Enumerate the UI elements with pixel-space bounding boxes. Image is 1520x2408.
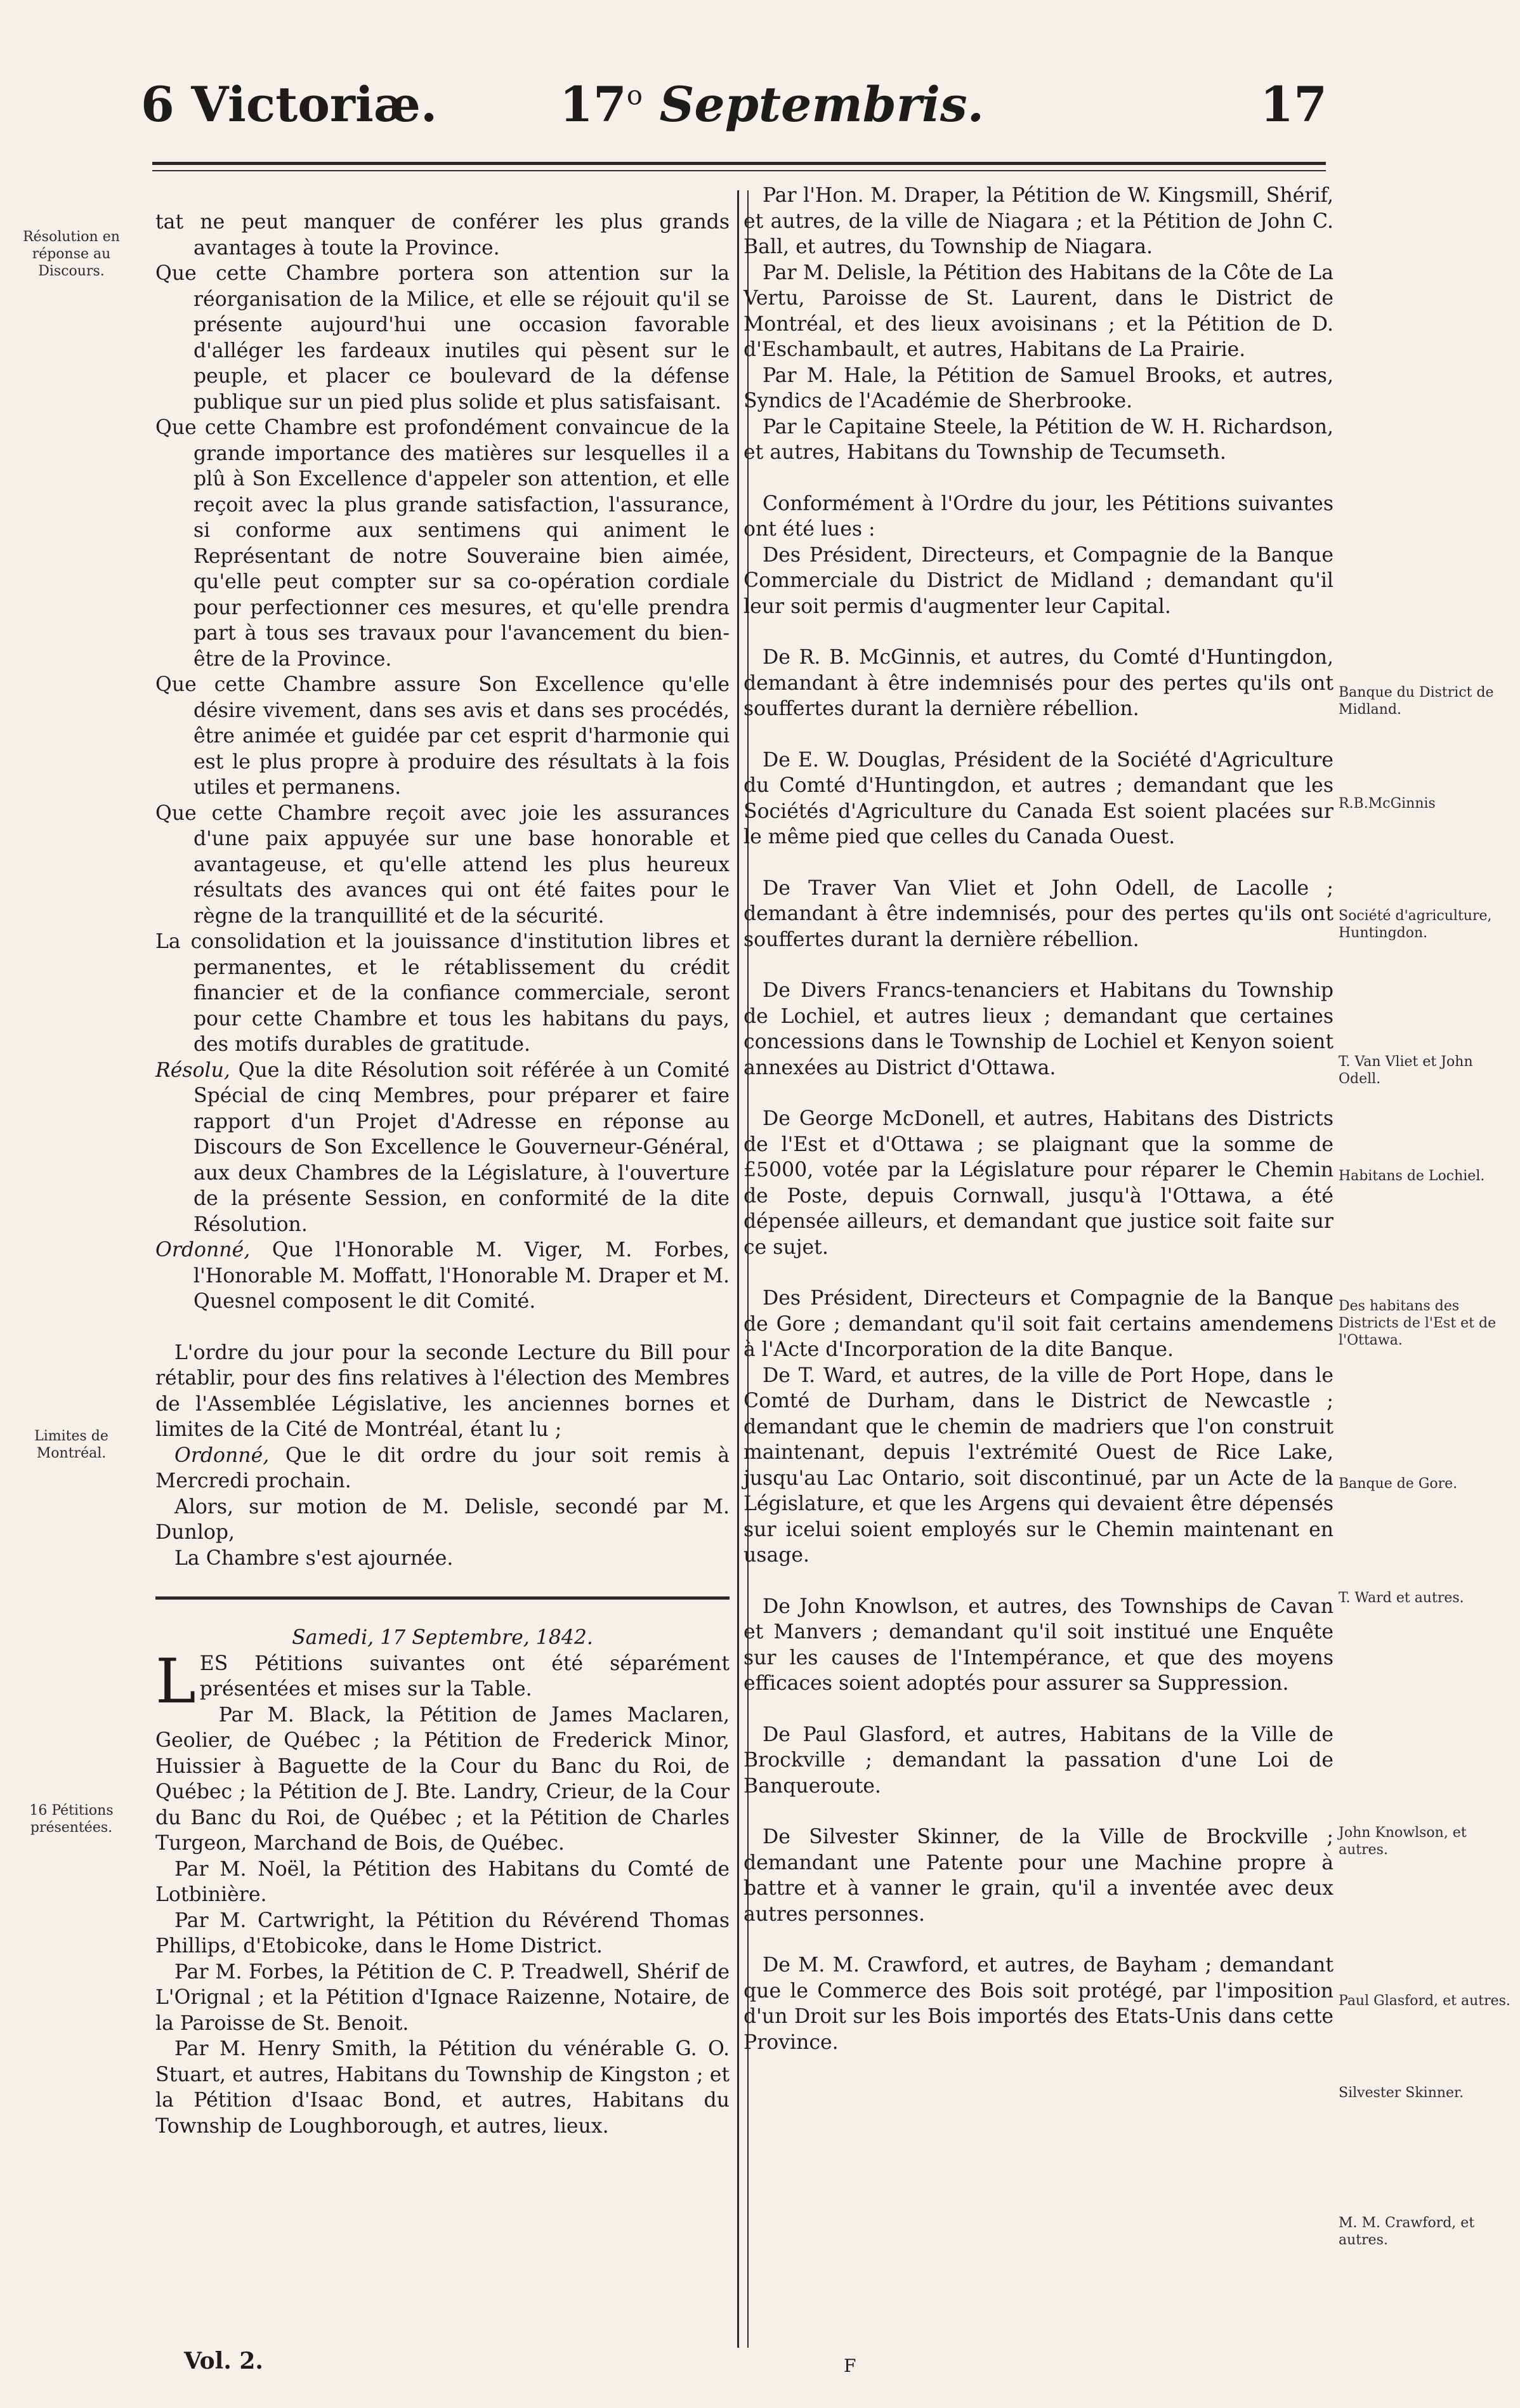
paragraph: L'ordre du jour pour la seconde Lecture du Bill pour rétablir, pour des fins relatives à l'élection des Membres de l'Assemblée Législative, les anciennes bornes et limites de la Cité de Montréal, étant lu ; (155, 1341, 730, 1441)
paragraph: Par M. Black, la Pétition de James Maclaren, Geolier, de Québec ; la Pétition de Frederick Minor, Huissier à Baguette de la Cour du Banc du Roi, de Québec ; la Pétition de J. Bte. Landry, Crieur, de la Cour du Banc du Roi, de Québec ; et la Pétition de Charles Turgeon, Marchand de Bois, de Québec. (155, 1703, 730, 1855)
margin-note-knowlson: John Knowlson, et autres. (1339, 1825, 1467, 1858)
paragraph: De M. M. Crawford, et autres, de Bayham ; demandant que le Commerce des Bois soit protégé, par l'imposition d'un Droit sur les Bois importés des Etats-Unis dans cette Province. (744, 1954, 1333, 2054)
date-number: 17 (560, 76, 627, 133)
paragraph-text: Que la dite Résolution soit référée à un Comité Spécial de cinq Membres, pour préparer et faire rapport d'un Projet d'Adresse en réponse au Discours de Son Excellence le Gouverneur-Général, aux deux Chambres de la Législature, à l'ouverture de la présente Session, en conformité de la dite Résolution. (193, 1058, 730, 1236)
paragraph: De Paul Glasford, et autres, Habitans de la Ville de Brockville ; demandant la passation d'une Loi de Banqueroute. (744, 1723, 1333, 1798)
paragraph: La Chambre s'est ajournée. (174, 1546, 454, 1570)
margin-note-petitions: 16 Pétitions présentées. (29, 1803, 114, 1836)
date-month: Septembris. (659, 76, 985, 133)
paragraph (155, 1645, 730, 1717)
margin-note-lochiel: Habitans de Lochiel. (1339, 1168, 1485, 1184)
paragraph: Que cette Chambre reçoit avec joie les assurances d'une paix appuyée sur une base honorable et avantageuse, et qu'elle attend les plus heureux résultats des avances qui ont été faites pour le règne de la tranquillité et de la sécurité. (155, 801, 730, 928)
paragraph (155, 1443, 730, 1494)
paragraph: De T. Ward, et autres, de la ville de Port Hope, dans le Comté de Durham, dans le District de Newcastle ; demandant que le chemin de madriers que l'on construit maintenant, depuis l'extrémité Ouest de Rice Lake, jusqu'au Lac Ontario, soit discontinué, par un Acte de la Législature, et que les Argens qui devaient être dépensés sur icelui soient employés sur le Chemin maintenant en usage. (744, 1364, 1333, 1567)
paragraph: Par l'Hon. M. Draper, la Pétition de W. Kingsmill, Shérif, et autres, de la ville de Niagara ; et la Pétition de John C. Ball, et autres, du Township de Niagara. (744, 184, 1333, 258)
margin-note-skinner: Silvester Skinner. (1339, 2085, 1464, 2101)
margin-note-limites: Limites de Montréal. (34, 1428, 108, 1461)
paragraph (155, 1058, 730, 1238)
paragraph: De Traver Van Vliet et John Odell, de Lacolle ; demandant à être indemnisés, pour des pertes qu'ils ont souffertes durant la dernière rébellion. (744, 876, 1333, 951)
paragraph-text: Que le dit ordre du jour soit remis à Mercredi prochain. (155, 1444, 730, 1492)
paragraph: La consolidation et la jouissance d'institution libres et permanentes, et le rétablissement du crédit financier et de la confiance commerciale, seront pour cette Chambre et tous les habitans du pays, des motifs durables de gratitude. (155, 930, 730, 1056)
margin-note-resolution: Résolution en réponse au Discours. (23, 229, 120, 279)
column-divider (737, 190, 739, 2348)
margin-note-gore: Banque de Gore. (1339, 1476, 1458, 1492)
dateline: Samedi, 17 Septembre, 1842. (292, 1626, 593, 1649)
margin-note-midland: Banque du District de Midland. (1339, 685, 1494, 718)
paragraph: De R. B. McGinnis, et autres, du Comté d'Huntingdon, demandant à être indemnisés pour des pertes qu'ils ont souffertes durant la dernière rébellion. (744, 646, 1333, 720)
paragraph: De John Knowlson, et autres, des Townships de Cavan et Manvers ; demandant qu'il soit institué une Enquête sur les causes de l'Intempérance, et que des moyens efficaces soient adoptés pour assurer sa Suppression. (744, 1595, 1333, 1695)
paragraph: Que cette Chambre assure Son Excellence qu'elle désire vivement, dans ses avis et dans ses procédés, être animée et guidée par cet esprit d'harmonie qui est le plus propre à produire des résultats à la fois utiles et permanens. (155, 673, 730, 799)
page-header (141, 76, 1327, 152)
margin-note-glasford: Paul Glasford, et autres. (1339, 1993, 1510, 2009)
header-rule (152, 162, 1326, 165)
paragraph: Des Président, Directeurs, et Compagnie de la Banque Commerciale du District de Midland ; demandant qu'il leur soit permis d'augmenter leur Capital. (744, 543, 1333, 618)
ordonne-label: Ordonné, (155, 1239, 251, 1261)
paragraph: Par M. Henry Smith, la Pétition du vénérable G. O. Stuart, et autres, Habitans du Township de Kingston ; et la Pétition d'Isaac Bond, et autres, Habitans du Township de Loughborough, et autres, lieux. (155, 2037, 730, 2138)
margin-note-ward: T. Ward et autres. (1339, 1590, 1464, 1606)
header-rule-thin (152, 170, 1326, 171)
left-column (155, 209, 730, 2139)
drop-cap: L (155, 1645, 196, 1717)
paragraph: Des Président, Directeurs et Compagnie de la Banque de Gore ; demandant qu'il soit fait certains amendemens à l'Acte d'Incorporation de la dite Banque. (744, 1287, 1333, 1361)
paragraph: Par M. Cartwright, la Pétition du Révérend Thomas Phillips, d'Etobicoke, dans le Home District. (155, 1909, 730, 1957)
paragraph: Par M. Hale, la Pétition de Samuel Brooks, et autres, Syndics de l'Académie de Sherbrooke. (744, 364, 1333, 412)
ordonne-label: Ordonné, (174, 1444, 270, 1467)
paragraph: Alors, sur motion de M. Delisle, secondé par M. Dunlop, (155, 1495, 730, 1544)
paragraph: tat ne peut manquer de conférer les plus grands avantages à toute la Province. (155, 211, 730, 260)
regnal-year: 6 Victoriæ. (141, 76, 438, 133)
paragraph-text: ES Pétitions suivantes ont été séparément présentées et mises sur la Table. (199, 1652, 730, 1701)
paragraph: De Silvester Skinner, de la Ville de Brockville ; demandant une Patente pour une Machine propre à battre et à vanner le grain, qu'il a inventée avec deux autres personnes. (744, 1826, 1333, 1926)
margin-note-crawford: M. M. Crawford, et autres. (1339, 2215, 1475, 2248)
paragraph: De E. W. Douglas, Président de la Société d'Agriculture du Comté d'Huntingdon, et autres ; demandant que les Sociétés d'Agriculture du Canada Est soient placées sur le même pied que celles du Canada Ouest. (744, 748, 1333, 848)
date-ordinal: o (626, 79, 643, 111)
paragraph: Par M. Noël, la Pétition des Habitans du Comté de Lotbinière. (155, 1857, 730, 1906)
margin-note-mcginnis: R.B.McGinnis (1339, 796, 1436, 812)
margin-note-est-ottawa: Des habitans des Districts de l'Est et de l'Ottawa. (1339, 1298, 1497, 1348)
section-divider (155, 1596, 730, 1600)
page-number: 17 (1260, 76, 1327, 133)
volume-label: Vol. 2. (184, 2348, 263, 2374)
resolu-label: Résolu, (155, 1058, 230, 1082)
paragraph: Que cette Chambre est profondément convaincue de la grande importance des matières sur lesquelles il a plû à Son Excellence d'appeler son attention, et elle reçoit avec la plus grande satisfaction, l'assurance, si conforme aux sentimens qui animent le Représentant de notre Souveraine bien aimée, qu'elle peut compter sur sa co-opération cordiale pour perfectionner ces mesures, et qu'elle prendra part à tous ses travaux pour l'avancement du bien-être de la Province. (155, 416, 730, 671)
paragraph: De Divers Francs-tenanciers et Habitans du Township de Lochiel, et autres lieux ; demandant que certaines concessions dans le Township de Lochiel et Kenyon soient annexées au District d'Ottawa. (744, 979, 1333, 1079)
paragraph: Par M. Forbes, la Pétition de C. P. Treadwell, Shérif de L'Orignal ; et la Pétition d'Ignace Raizenne, Notaire, de la Paroisse de St. Benoit. (155, 1960, 730, 2035)
right-column (744, 183, 1333, 2055)
paragraph: Par le Capitaine Steele, la Pétition de W. H. Richardson, et autres, Habitans du Township de Tecumseth. (744, 415, 1333, 464)
margin-note-vanvliet: T. Van Vliet et John Odell. (1339, 1054, 1473, 1087)
date-heading (560, 76, 984, 133)
signature-mark: F (844, 2355, 856, 2376)
paragraph: Conformément à l'Ordre du jour, les Pétitions suivantes ont été lues : (744, 492, 1333, 541)
paragraph: Que cette Chambre portera son attention sur la réorganisation de la Milice, et elle se réjouit qu'il se présente aujourd'hui une occasion favorable d'alléger les fardeaux inutiles qui pèsent sur le peuple, et placer ce boulevard de la défense publique sur un pied plus solide et plus satisfaisant. (155, 262, 730, 414)
paragraph (155, 1237, 730, 1315)
paragraph: Par M. Delisle, la Pétition des Habitans de la Côte de La Vertu, Paroisse de St. Laurent, dans le District de Montréal, et des lieux avoisinans ; et la Pétition de D. d'Eschambault, et autres, Habitans de La Prairie. (744, 261, 1333, 361)
paragraph: De George McDonell, et autres, Habitans des Districts de l'Est et d'Ottawa ; se plaignant que la somme de £5000, votée par la Législature pour réparer le Chemin de Poste, depuis Cornwall, jusqu'à l'Ottawa, a été dépensée ailleurs, et demandant que justice soit faite sur ce sujet. (744, 1107, 1333, 1259)
margin-note-agriculture: Société d'agriculture, Huntingdon. (1339, 908, 1492, 941)
paragraph-text: Que l'Honorable M. Viger, M. Forbes, l'Honorable M. Moffatt, l'Honorable M. Draper et M. Quesnel composent le dit Comité. (193, 1239, 730, 1313)
